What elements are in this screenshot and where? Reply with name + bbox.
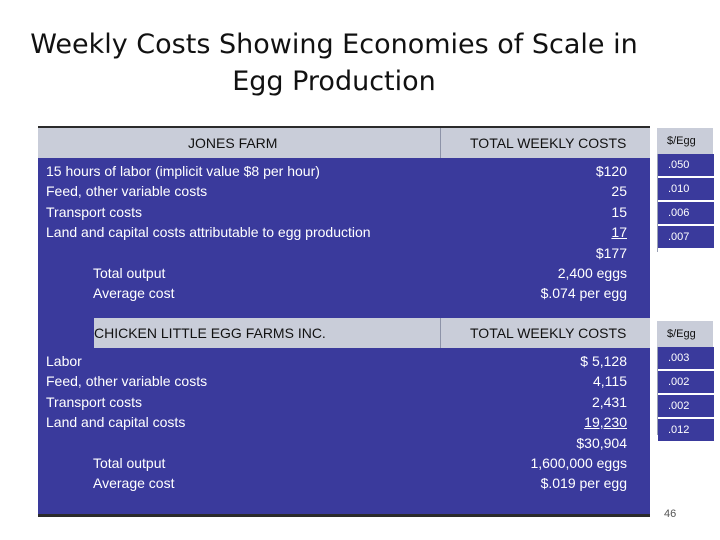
jones-cost-rows	[38, 161, 650, 304]
row-value: 2,431	[591, 393, 627, 410]
jones-per-egg-column	[657, 154, 714, 252]
chicken-total-weekly-costs-header: TOTAL WEEKLY COSTS	[470, 325, 627, 341]
page-number: 46	[664, 508, 677, 520]
row-label: Land and capital costs attributable to egg production	[46, 224, 371, 241]
row-label: Labor	[46, 353, 82, 369]
row-label: Total output	[93, 454, 166, 471]
cost-row-total	[38, 243, 650, 263]
chicken-per-egg-header: $/Egg	[657, 321, 713, 347]
per-egg-cell: .050	[658, 154, 714, 176]
row-value: 17	[611, 224, 627, 241]
slide-title-line-1: Weekly Costs Showing Economies of Scale in	[30, 29, 638, 60]
row-label: Average cost	[93, 285, 175, 302]
row-label: Transport costs	[46, 203, 142, 220]
jones-farm-table	[38, 126, 650, 320]
row-label: Average cost	[93, 475, 175, 492]
per-egg-cell: .006	[658, 202, 714, 224]
cost-row-feed	[38, 371, 650, 391]
cost-row-transport	[38, 202, 650, 222]
row-value: $.019 per egg	[540, 475, 627, 492]
row-label: Feed, other variable costs	[46, 373, 208, 390]
chicken-per-egg-column	[657, 347, 714, 435]
row-label: Feed, other variable costs	[46, 183, 208, 200]
cost-row-transport	[38, 392, 650, 412]
total-weekly-cost-value: $30,904	[576, 434, 627, 451]
header-divider	[440, 318, 441, 348]
row-value: 1,600,000 eggs	[530, 454, 627, 471]
row-label: Land and capital costs	[46, 414, 186, 431]
cost-row-land-capital	[38, 222, 650, 242]
row-value: 4,115	[593, 373, 627, 390]
row-label: 15 hours of labor (implicit value $8 per hour)	[46, 163, 320, 179]
slide-title-line-2: Egg Production	[232, 66, 436, 97]
total-output-row	[38, 263, 650, 283]
total-weekly-cost-value: $177	[595, 244, 627, 261]
jones-farm-name: JONES FARM	[188, 135, 278, 151]
chicken-little-name: CHICKEN LITTLE EGG FARMS INC.	[94, 325, 326, 341]
row-value: 2,400 eggs	[557, 264, 627, 281]
chicken-little-table	[38, 318, 650, 517]
jones-total-weekly-costs-header: TOTAL WEEKLY COSTS	[470, 135, 627, 151]
cost-row-feed	[38, 181, 650, 201]
jones-header-row	[38, 128, 650, 158]
average-cost-row	[38, 473, 650, 493]
chicken-cost-rows	[38, 351, 650, 494]
row-value: 19,230	[584, 414, 627, 431]
row-value: 25	[611, 183, 627, 200]
chicken-header-row	[38, 318, 650, 348]
per-egg-cell: .012	[658, 419, 714, 441]
header-dark-block	[38, 318, 94, 348]
row-label: Transport costs	[46, 393, 142, 410]
row-value: $ 5,128	[580, 353, 627, 369]
row-value: 15	[611, 203, 627, 220]
per-egg-cell: .003	[658, 347, 714, 369]
per-egg-cell: .010	[658, 178, 714, 200]
header-divider	[440, 128, 441, 158]
row-label: Total output	[93, 264, 166, 281]
row-value: $.074 per egg	[540, 285, 627, 302]
row-value: $120	[595, 163, 627, 179]
cost-row-total	[38, 433, 650, 453]
slide-title	[0, 26, 668, 100]
per-egg-cell: .007	[658, 226, 714, 248]
cost-row-labor	[38, 351, 650, 371]
per-egg-cell: .002	[658, 395, 714, 417]
average-cost-row	[38, 283, 650, 303]
per-egg-cell: .002	[658, 371, 714, 393]
cost-row-land-capital	[38, 412, 650, 432]
cost-row-labor	[38, 161, 650, 181]
total-output-row	[38, 453, 650, 473]
jones-per-egg-header: $/Egg	[657, 128, 713, 154]
